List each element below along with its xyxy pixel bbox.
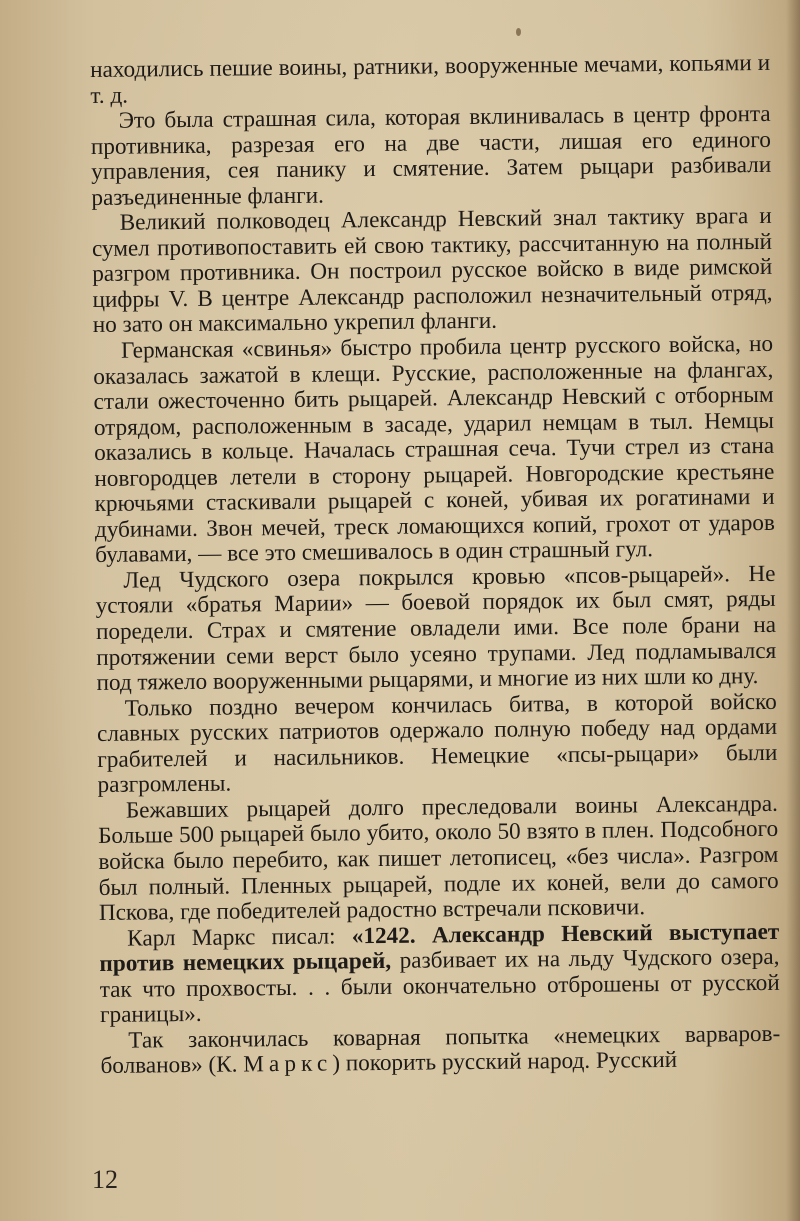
quote-rest: разбивает их на льду Чудского озера, так что прохвосты. . . были окончательно отброшены от русской границы».	[99, 943, 780, 1029]
page-edge-shadow	[786, 0, 800, 1221]
page-number: 12	[92, 1165, 118, 1194]
paragraph-2: Это была страшная сила, которая вклинивалась в центр фронта противника, разрезая его на две части, лишая его единого управления, сея панику и смятение. Затем рыцари разбивали разъединенные фланги.	[90, 100, 772, 211]
paragraph-1: находились пешие воины, ратники, вооруженные мечами, копьями и т. д.	[89, 49, 771, 109]
paragraph-9-start: Так закончилась коварная попытка «немецких варваров-болванов» (К.	[100, 1020, 781, 1080]
paragraph-5: Лед Чудского озера покрылся кровью «псов-рыцарей». Не устояли «братья Марии» — боевой порядок их был смят, ряды поредели. Страх и смятение овладели ими. Все поле брани на протяжении семи верст было усеяно трупами. Лед подламывался под тяжело вооруженными рыцарями, и многие из них шли ко дну.	[95, 560, 777, 697]
paper-speck	[516, 28, 521, 36]
paragraph-4: Германская «свинья» быстро пробила центр русского войска, но оказалась зажатой в клещи. Русские, расположенные на флангах, стали ожесточенно бить рыцарей. Александр Невский с отборным отрядом, расположенным в засаде, ударил немцам в тыл. Немцы оказались в кольце. Началась страшная сеча. Тучи стрел из стана новгородцев летели в сторону рыцарей. Новгородские крестьяне крючьями стаскивали рыцарей с коней, убивая их рогатинами и дубинами. Звон мечей, треск ломающихся копий, грохот от ударов булавами, — все это смешивалось в один страшный гул.	[93, 330, 776, 569]
paragraph-3: Великий полководец Александр Невский знал тактику врага и сумел противопоставить ей свою тактику, рассчитанную на полный разгром противника. Он построил русское войско в виде римской цифры V. В центре Александр расположил незначительный отряд, но зато он максимально укрепил фланги.	[91, 203, 773, 339]
quote-bold-text: «1242. Александр Невский выступает против немецких рыцарей,	[99, 918, 780, 978]
paragraph-8-marx-quote	[99, 919, 780, 1028]
quote-intro: Карл Маркс писал:	[127, 922, 352, 952]
paragraph-9-end: ) покорить русский народ. Русский	[332, 1047, 678, 1077]
body-text	[90, 51, 781, 1080]
paragraph-7: Бежавших рыцарей долго преследовали воины Александра. Больше 500 рыцарей было убито, около 50 взято в плен. Подсобного войска было перебито, как пишет летописец, «без числа». Разгром был полный. Пленных рыцарей, подле их коней, вели до самого Пскова, где победителей радостно встречали псковичи.	[98, 790, 779, 926]
spaced-author-name: Маркс	[243, 1050, 333, 1078]
paragraph-9	[100, 1022, 780, 1080]
paragraph-6: Только поздно вечером кончилась битва, в которой войско славных русских патриотов одержало полную победу над ордами грабителей и насильников. Немецкие «псы-рыцари» были разгромлены.	[96, 688, 778, 799]
